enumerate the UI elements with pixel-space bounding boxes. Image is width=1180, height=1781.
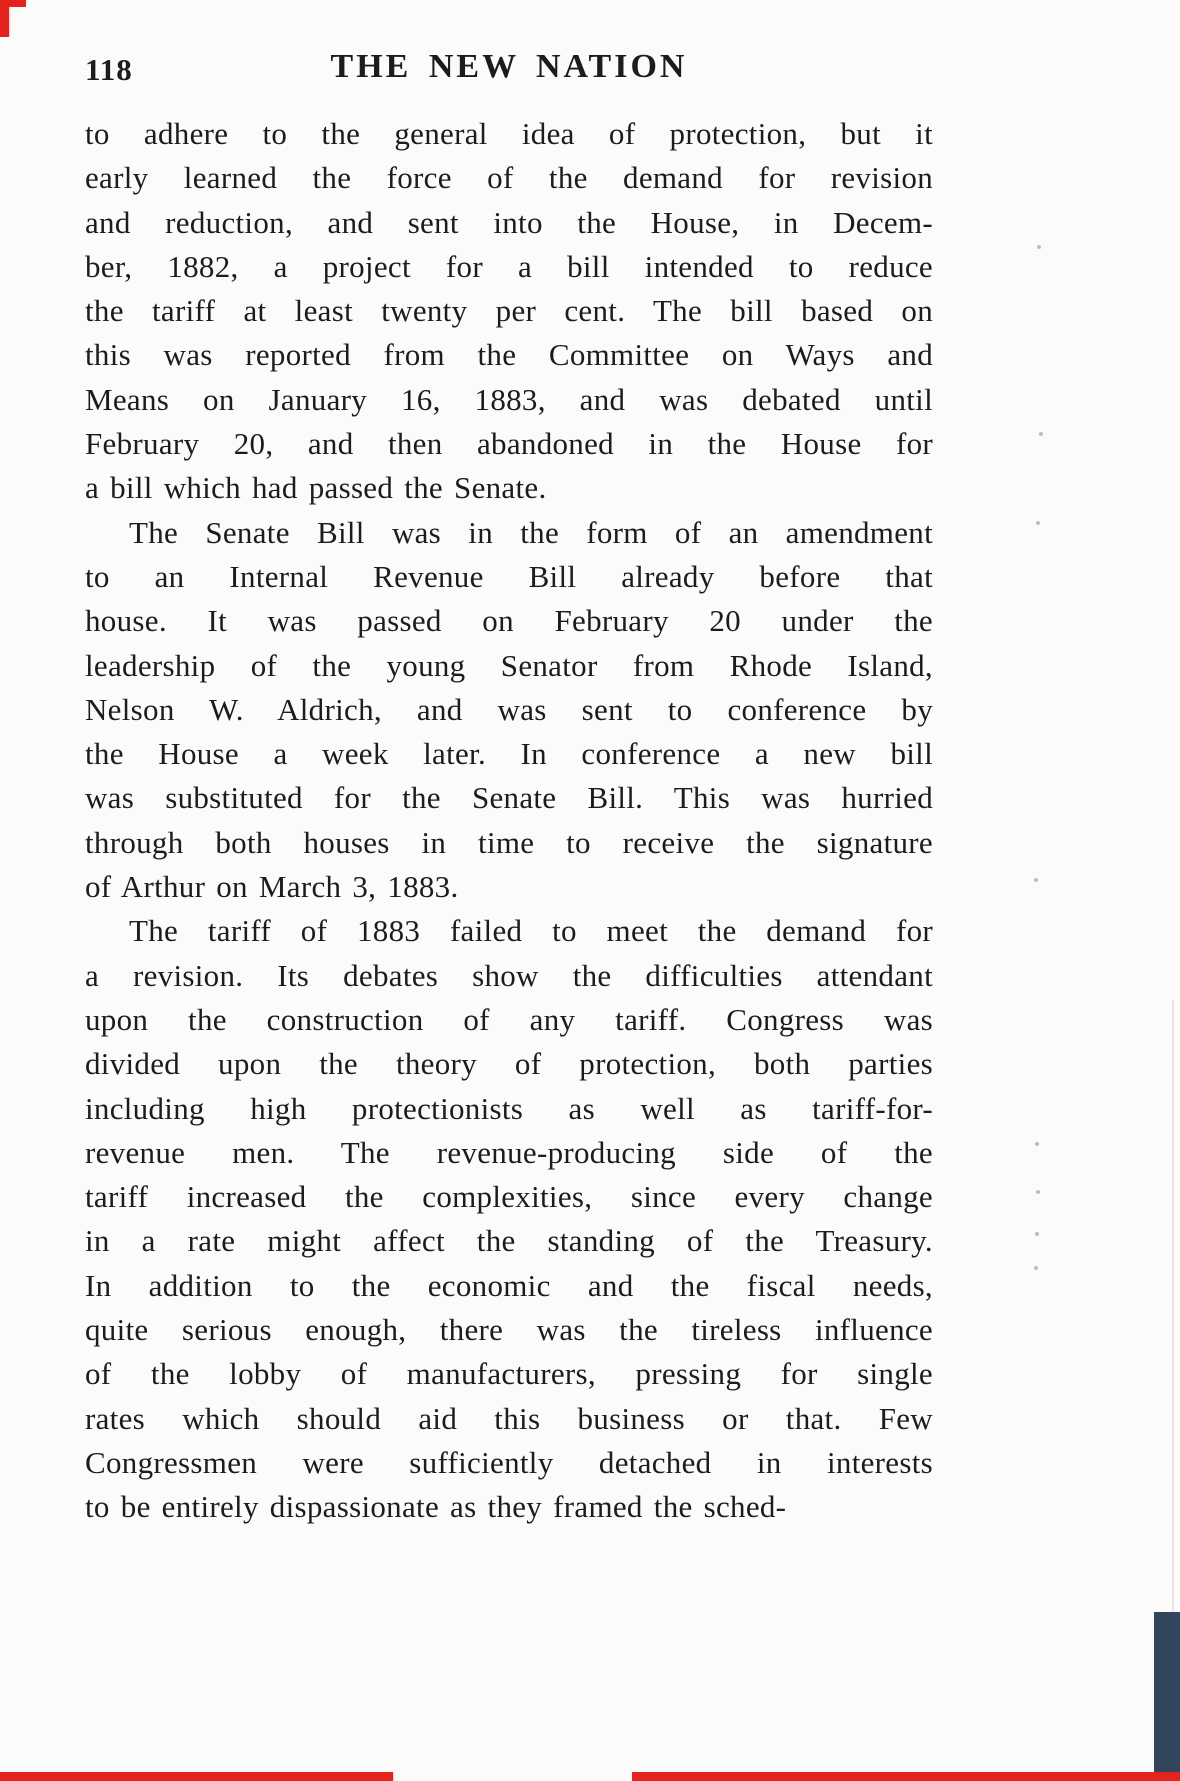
text-line: and reduction, and sent into the House, in Decem-	[85, 204, 933, 240]
scan-speck	[1034, 878, 1038, 882]
text-line: early learned the force of the demand for revision	[85, 160, 933, 196]
scan-red-strip-bottom-left	[0, 1772, 393, 1781]
scan-speck	[1036, 1190, 1040, 1194]
scan-speck	[1034, 1266, 1038, 1270]
text-line: leadership of the young Senator from Rhode Island,	[85, 647, 933, 683]
text-line: through both houses in time to receive the signature	[85, 824, 933, 860]
page-title: THE NEW NATION	[330, 48, 688, 85]
text-line: In addition to the economic and the fiscal needs,	[85, 1267, 933, 1303]
text-line: of Arthur on March 3, 1883.	[85, 869, 459, 905]
page-edge-shadow	[1172, 1000, 1174, 1612]
scan-speck	[1035, 1142, 1039, 1146]
scan-red-strip-bottom-right	[632, 1772, 1180, 1781]
text-line: The tariff of 1883 failed to meet the demand for	[129, 913, 933, 949]
text-line: house. It was passed on February 20 under the	[85, 603, 933, 639]
scan-speck	[1037, 245, 1041, 249]
text-line: rates which should aid this business or that. Few	[85, 1400, 933, 1436]
text-line: upon the construction of any tariff. Congress was	[85, 1001, 933, 1037]
page-number: 118	[85, 52, 133, 87]
text-line: this was reported from the Committee on Ways and	[85, 337, 933, 373]
text-line: Congressmen were sufficiently detached in interests	[85, 1444, 933, 1480]
text-line: in a rate might affect the standing of the Treasury.	[85, 1223, 933, 1259]
scan-speck	[1039, 432, 1043, 436]
text-line: a bill which had passed the Senate.	[85, 470, 547, 506]
text-line: divided upon the theory of protection, both parties	[85, 1046, 933, 1082]
text-line: to be entirely dispassionate as they framed the sched-	[85, 1489, 787, 1525]
text-line: was substituted for the Senate Bill. This was hurried	[85, 780, 933, 816]
text-line: tariff increased the complexities, since every change	[85, 1179, 933, 1215]
text-line: a revision. Its debates show the difficulties attendant	[85, 957, 933, 993]
text-line: revenue men. The revenue-producing side of the	[85, 1134, 933, 1170]
scan-navy-bar-right-edge	[1154, 1612, 1180, 1772]
paragraph	[85, 909, 933, 1529]
scan-red-mark-top-left-horizontal	[0, 0, 26, 7]
page-body	[85, 112, 933, 1530]
text-line: Means on January 16, 1883, and was debated until	[85, 381, 933, 417]
text-line: to an Internal Revenue Bill already before that	[85, 558, 933, 594]
scan-speck	[1035, 1232, 1039, 1236]
text-line: February 20, and then abandoned in the House for	[85, 426, 933, 462]
scan-speck	[1036, 521, 1040, 525]
text-line: of the lobby of manufacturers, pressing for single	[85, 1356, 933, 1392]
text-line: The Senate Bill was in the form of an amendment	[129, 514, 933, 550]
text-line: the House a week later. In conference a new bill	[85, 736, 933, 772]
text-line: Nelson W. Aldrich, and was sent to conference by	[85, 691, 933, 727]
paragraph	[85, 511, 933, 910]
paragraph	[85, 112, 933, 511]
text-line: quite serious enough, there was the tireless influence	[85, 1312, 933, 1348]
page-header	[85, 48, 933, 96]
text-line: to adhere to the general idea of protection, but it	[85, 116, 933, 151]
text-line: ber, 1882, a project for a bill intended to reduce	[85, 248, 933, 284]
text-line: including high protectionists as well as tariff-for-	[85, 1090, 933, 1126]
text-line: the tariff at least twenty per cent. The bill based on	[85, 293, 933, 329]
